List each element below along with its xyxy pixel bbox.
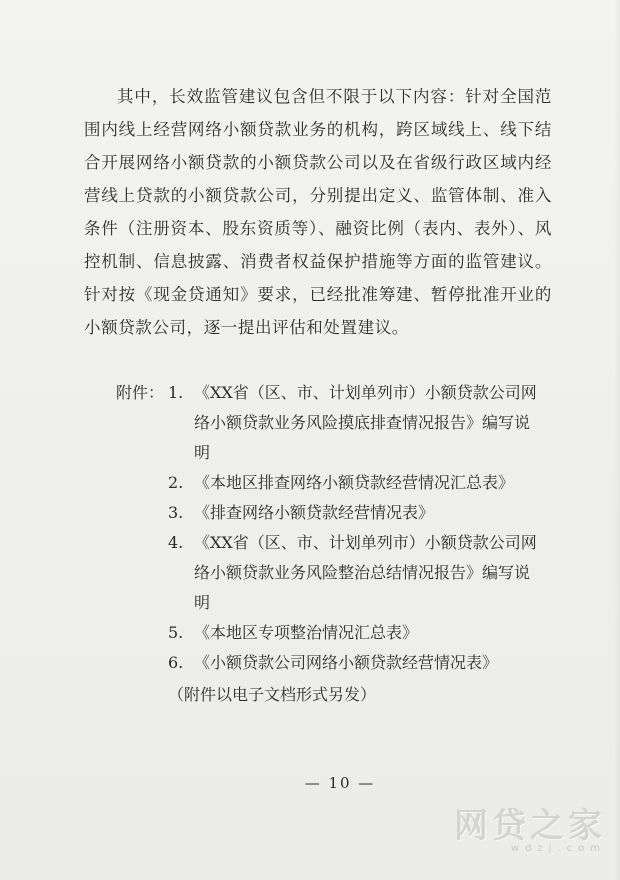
attachments-section (116, 378, 556, 710)
attachment-item-1 (168, 378, 556, 468)
attachment-title: 《小额贷款公司网络小额贷款经营情况表》 (194, 653, 499, 672)
attachments-list (168, 378, 556, 678)
attachment-number: 3. (168, 503, 184, 522)
attachment-item-3 (168, 498, 556, 528)
body-paragraph: 其中，长效监管建议包含但不限于以下内容：针对全国范围内线上经营网络小额贷款业务的机构，跨区域线上、线下结合开展网络小额贷款的小额贷款公司以及在省级行政区域内经营线上贷款的小额贷款公司，分别提出定义、监管体制、准入条件（注册资本、股东资质等）、融资比例（表内、表外）、风控机制、信息披露、消费者权益保护措施等方面的监管建议。针对按《现金贷通知》要求，已经批准筹建、暂停批准开业的小额贷款公司，逐一提出评估和处置建议。 (84, 87, 552, 337)
watermark-name: 网贷之家 (454, 806, 606, 846)
attachments-label: 附件： (116, 383, 165, 402)
attachment-title: 《本地区专项整治情况汇总表》 (194, 623, 419, 642)
attachment-number: 2. (168, 473, 184, 492)
attachment-number: 5. (168, 623, 184, 642)
attachment-title: 《XX省（区、市、计划单列市）小额贷款公司网络小额贷款业务风险整治总结情况报告》编写说明 (194, 533, 537, 612)
attachment-item-5 (168, 618, 556, 648)
attachment-title: 《XX省（区、市、计划单列市）小额贷款公司网络小额贷款业务风险摸底排查情况报告》编写说明 (194, 383, 537, 462)
attachment-title: 《本地区排查网络小额贷款经营情况汇总表》 (194, 473, 515, 492)
attachments-header (116, 378, 556, 678)
attachment-item-2 (168, 468, 556, 498)
watermark-logo (446, 798, 606, 858)
attachment-number: 6. (168, 653, 184, 672)
scan-edge-shadow (614, 0, 620, 880)
attachment-item-4 (168, 528, 556, 618)
attachment-number: 4. (168, 533, 184, 552)
attachment-title: 《排查网络小额贷款经营情况表》 (194, 503, 435, 522)
attachment-item-6 (168, 648, 556, 678)
watermark-site: wdzj.com (510, 843, 606, 854)
attachment-number: 1. (168, 383, 184, 402)
attachments-note: （附件以电子文档形式另发） (168, 685, 377, 704)
page-number: — 10 — (304, 774, 376, 792)
